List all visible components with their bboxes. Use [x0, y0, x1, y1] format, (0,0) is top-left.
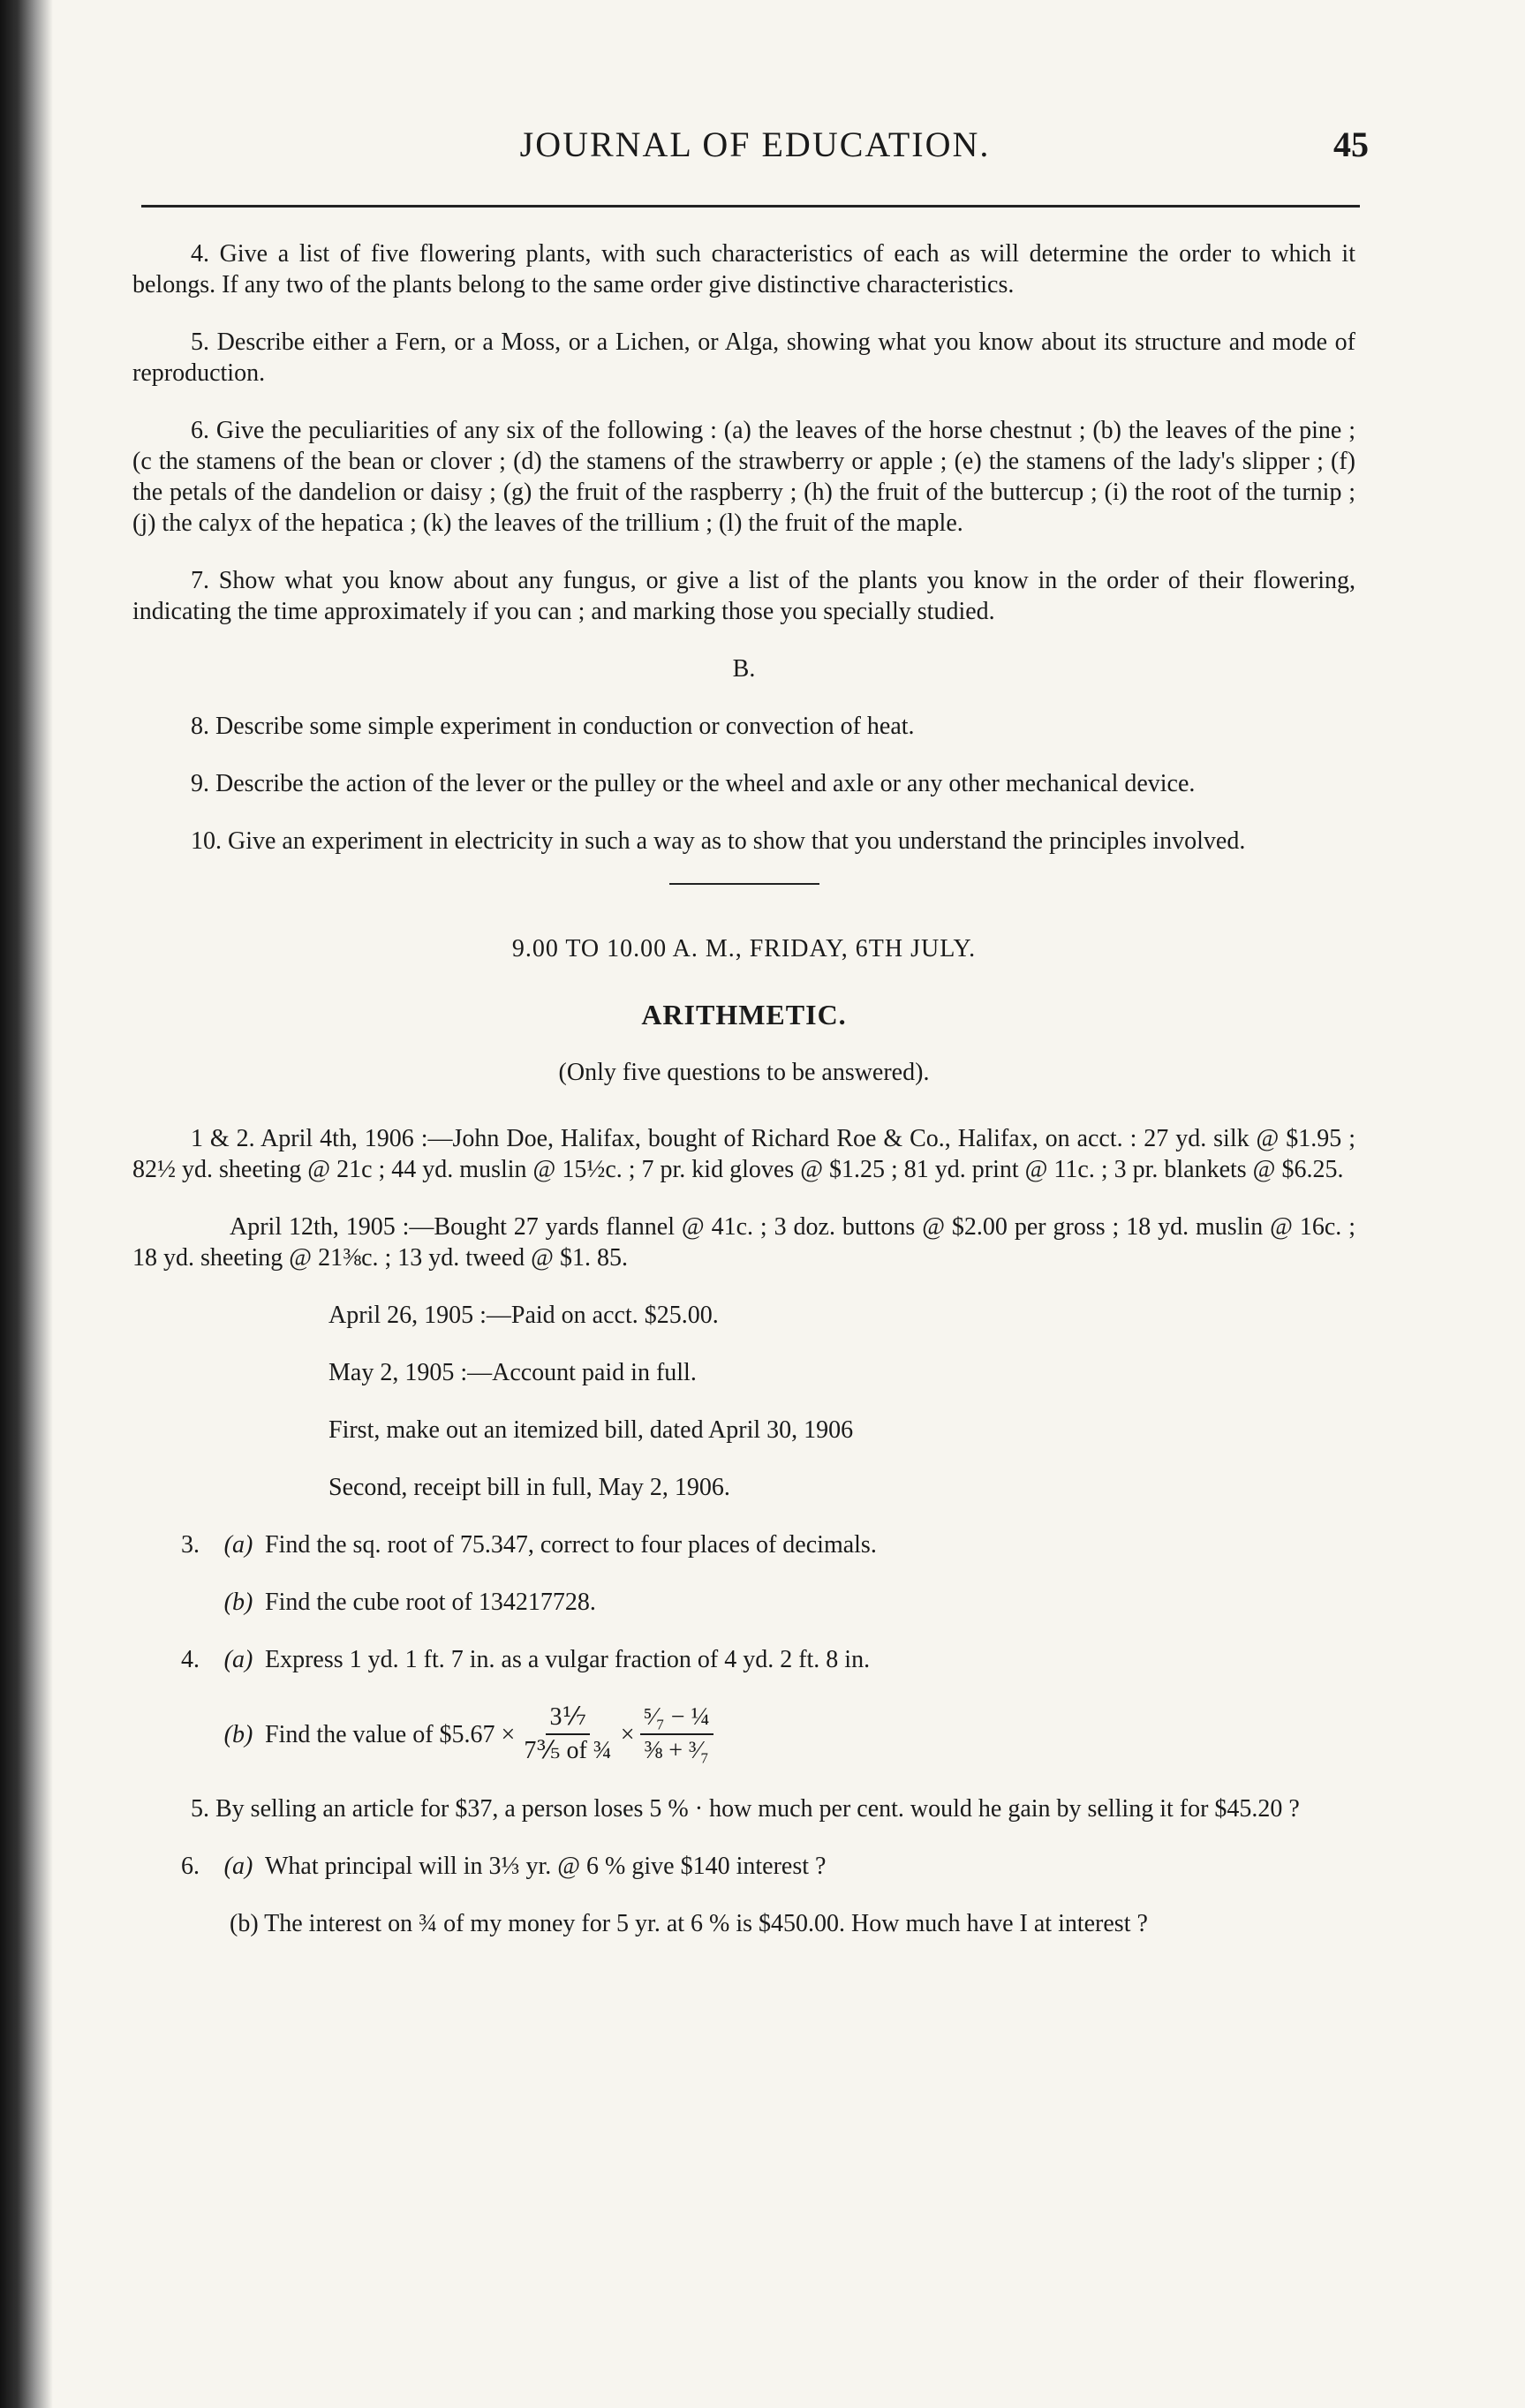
question-5: 5. Describe either a Fern, or a Moss, or a Lichen, or Alga, showing what you know about its structure and mode of reproduction.	[132, 328, 1355, 387]
question-4a	[132, 1644, 1355, 1675]
question-4b	[132, 1702, 1355, 1767]
question-3a	[132, 1529, 1355, 1560]
fraction-2	[640, 1702, 713, 1767]
part-label: (b)	[223, 1589, 253, 1616]
question-number: 6.	[181, 1853, 200, 1880]
journal-title: JOURNAL OF EDUCATION.	[519, 125, 991, 164]
payment-line: April 26, 1905 :—Paid on acct. $25.00.	[328, 1302, 719, 1329]
question-number: 4.	[181, 1646, 200, 1673]
part-label: (b)	[223, 1720, 253, 1748]
question-6b: (b) The interest on ¾ of my money for 5 yr. at 6 % is $450.00. How much have I at interest ?	[230, 1910, 1148, 1937]
exam-time: 9.00 TO 10.00 A. M., FRIDAY, 6TH JULY.	[511, 935, 977, 962]
question-4: 4. Give a list of five flowering plants, with such characteristics of each as will determine the order to which it belongs. If any two of the plants belong to the same order give distinctive characteristics.	[132, 240, 1355, 298]
fraction-denominator: ⅜ + ³⁄₇	[644, 1737, 709, 1764]
question-8: 8. Describe some simple experiment in conduction or convection of heat.	[191, 713, 915, 740]
part-label: (a)	[223, 1531, 253, 1559]
question-1-2-bill: 1 & 2. April 4th, 1906 :—John Doe, Halifax, bought of Richard Roe & Co., Halifax, on acct. : 27 yd. silk @ $1.95 ; 82½ yd. sheeting @ 21c ; 44 yd. muslin @ 15½c. ; 7 pr. kid gloves @ $1.25 ; 81 yd. print @ 11c. ; 3 pr. blankets @ $6.25.	[132, 1125, 1355, 1183]
question-6: 6. Give the peculiarities of any six of the following : (a) the leaves of the horse chestnut ; (b) the leaves of the pine ; (c the stamens of the bean or clover ; (d) the stamens of the strawberry or apple ; (e) the stamens of the lady's slipper ; (f) the petals of the dandelion or daisy ; (g) the fruit of the raspberry ; (h) the fruit of the buttercup ; (i) the root of the turnip ; (j) the calyx of the hepatica ; (k) the leaves of the trillium ; (l) the fruit of the maple.	[132, 417, 1355, 537]
instructions-note: (Only five questions to be answered).	[558, 1059, 930, 1086]
page-header	[141, 124, 1369, 177]
header-rule	[141, 205, 1360, 208]
question-7: 7. Show what you know about any fungus, or give a list of the plants you know in the order of their flowering, indicating the time approximately if you can ; and marking those you specially studied.	[132, 567, 1355, 625]
page-number: 45	[1333, 125, 1369, 164]
question-3b	[132, 1587, 1355, 1618]
part-label: (a)	[223, 1853, 253, 1880]
question-text: Find the sq. root of 75.347, correct to four places of decimals.	[265, 1531, 877, 1559]
times-sign: ×	[620, 1720, 635, 1748]
section-divider	[669, 883, 819, 885]
fraction-denominator: 7⅗ of ¾	[524, 1737, 612, 1764]
section-b-heading: B.	[732, 655, 756, 683]
fraction-numerator: 3⅐	[546, 1702, 589, 1735]
question-text: Find the value of $5.67 ×	[265, 1720, 516, 1748]
question-9: 9. Describe the action of the lever or the pulley or the wheel and axle or any other mechanical device.	[191, 770, 1196, 797]
receipt-instruction: Second, receipt bill in full, May 2, 1906.	[328, 1474, 730, 1501]
subject-heading: ARITHMETIC.	[641, 999, 847, 1030]
exam-content	[132, 238, 1355, 1939]
itemized-bill-instruction: First, make out an itemized bill, dated April 30, 1906	[328, 1416, 854, 1444]
question-1-2-second-purchase: April 12th, 1905 :—Bought 27 yards flannel @ 41c. ; 3 doz. buttons @ $2.00 per gross ; 18 yd. muslin @ 16c. ; 18 yd. sheeting @ 21⅜c. ; 13 yd. tweed @ $1. 85.	[132, 1213, 1355, 1272]
fraction-1	[520, 1702, 615, 1767]
question-text: Express 1 yd. 1 ft. 7 in. as a vulgar fraction of 4 yd. 2 ft. 8 in.	[265, 1646, 871, 1673]
question-10: 10. Give an experiment in electricity in such a way as to show that you understand the principles involved.	[191, 827, 1246, 855]
part-label: (a)	[223, 1646, 253, 1673]
question-6a	[132, 1851, 1355, 1882]
scanned-page-edge	[0, 0, 53, 2408]
question-5-arithmetic: 5. By selling an article for $37, a person loses 5 % · how much per cent. would he gain by selling it for $45.20 ?	[191, 1795, 1300, 1823]
fraction-numerator: ⁵⁄₇ − ¼	[640, 1702, 713, 1735]
question-number: 3.	[181, 1531, 200, 1559]
question-text: Find the cube root of 134217728.	[265, 1589, 596, 1616]
question-text: What principal will in 3⅓ yr. @ 6 % give $140 interest ?	[265, 1853, 827, 1880]
account-paid-line: May 2, 1905 :—Account paid in full.	[328, 1359, 697, 1386]
